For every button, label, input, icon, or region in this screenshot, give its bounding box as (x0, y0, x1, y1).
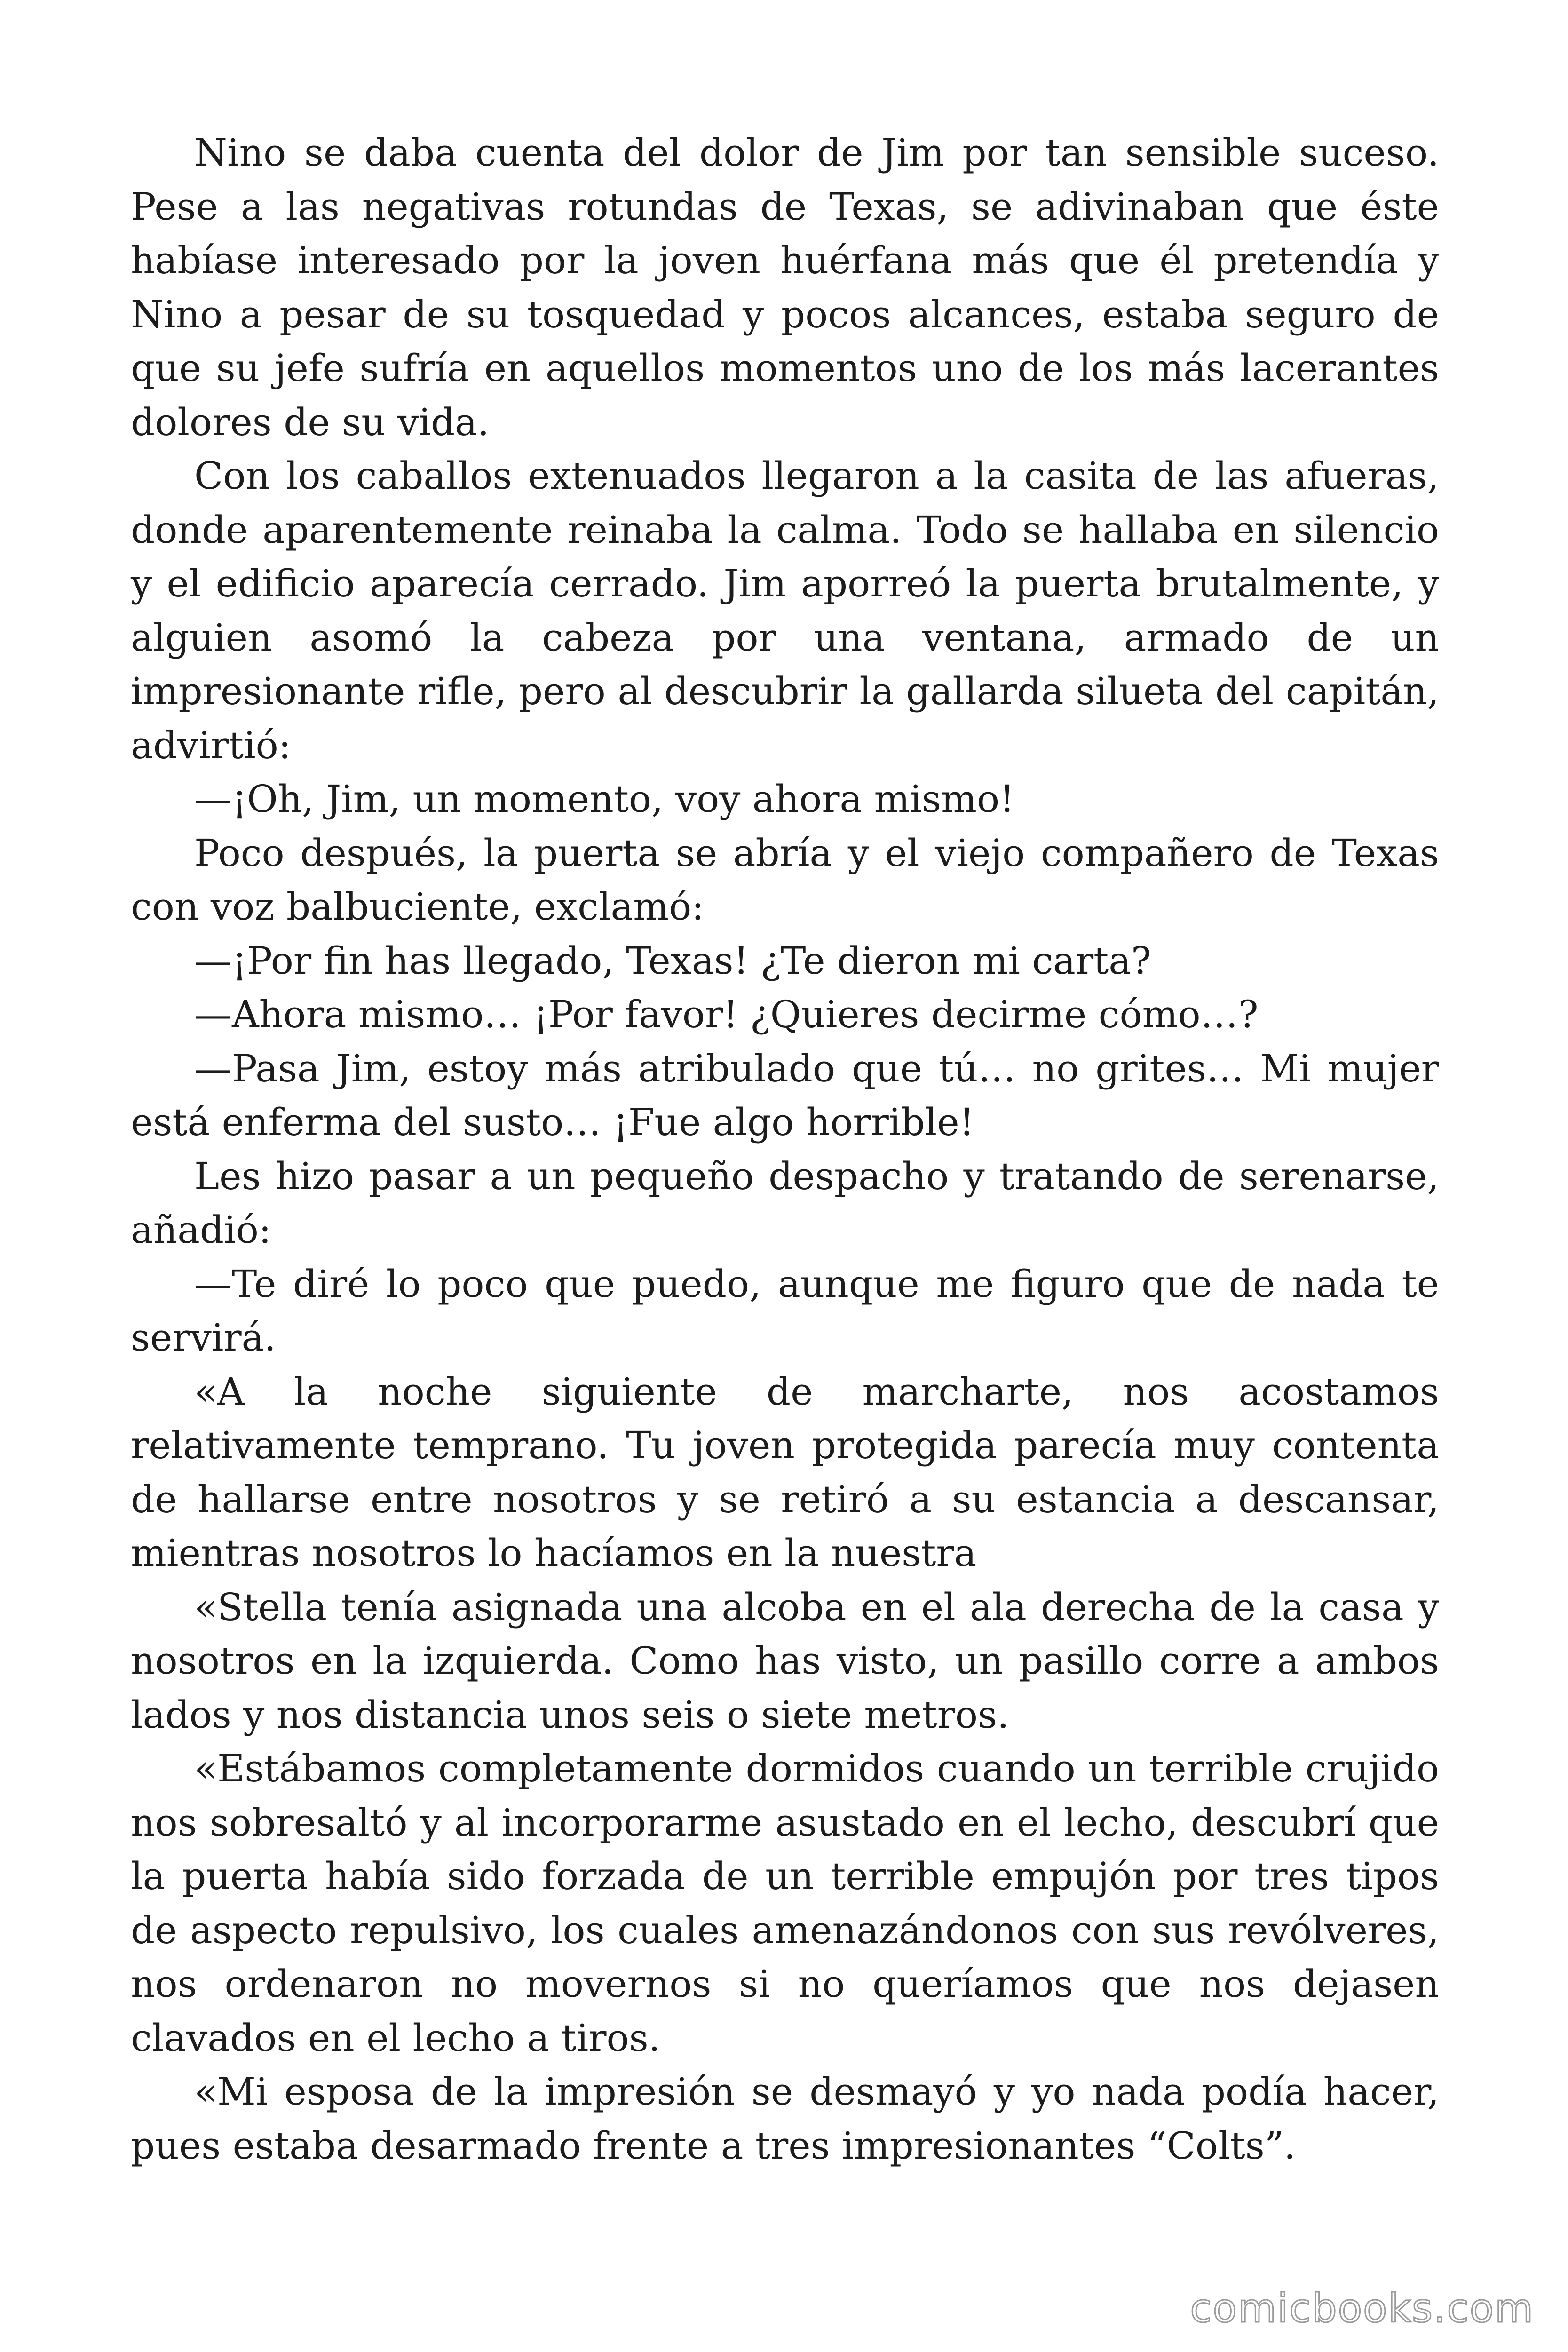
paragraph-10: «A la noche siguiente de marcharte, nos acostamos relativamente temprano. Tu joven protegida parecía muy contenta de hallarse entre nosotros y se retiró a su estancia a descansar, mientras nosotros lo hacíamos en la nuestra (131, 1369, 1439, 1575)
paragraph-13: «Mi esposa de la impresión se desmayó y yo nada podía hacer, pues estaba desarmado frente a tres impresionantes “Colts”. (131, 2070, 1439, 2168)
paragraph-11: «Stella tenía asignada una alcoba en el ala derecha de la casa y nosotros en la izquierda. Como has visto, un pasillo corre a ambos lados y nos distancia unos seis o siete metros. (131, 1585, 1439, 1737)
paragraph-2: Con los caballos extenuados llegaron a la casita de las afueras, donde aparentemente reinaba la calma. Todo se hallaba en silencio y el edificio aparecía cerrado. Jim aporreó la puerta brutalmente, y alguien asomó la cabeza por una ventana, armado de un impresionante rifle, pero al descubrir la gallarda silueta del capitán, advirtió: (131, 454, 1439, 767)
paragraph-6: —Ahora mismo… ¡Por favor! ¿Quieres decirme cómo…? (194, 993, 1259, 1036)
page-body-text (131, 126, 1439, 2173)
watermark: comicbooks.com (1190, 2285, 1534, 2331)
paragraph-12: «Estábamos completamente dormidos cuando un terrible crujido nos sobresaltó y al incorporarme asustado en el lecho, descubrí que la puerta había sido forzada de un terrible empujón por tres tipos de aspecto repulsivo, los cuales amenazándonos con sus revólveres, nos ordenaron no movernos si no queríamos que nos dejasen clavados en el lecho a tiros. (131, 1747, 1439, 2060)
paragraph-5: —¡Por fin has llegado, Texas! ¿Te dieron mi carta? (194, 938, 1151, 983)
paragraph-8: Les hizo pasar a un pequeño despacho y tratando de serenarse, añadió: (131, 1154, 1439, 1252)
paragraph-3: —¡Oh, Jim, un momento, voy ahora mismo! (194, 777, 1015, 821)
paragraph-1: Nino se daba cuenta del dolor de Jim por tan sensible suceso. Pese a las negativas rotundas de Texas, se adivinaban que éste habíase interesado por la joven huérfana más que él pretendía y Nino a pesar de su tosquedad y pocos alcances, estaba seguro de que su jefe sufría en aquellos momentos uno de los más lacerantes dolores de su vida. (131, 131, 1439, 444)
paragraph-4: Poco después, la puerta se abría y el viejo compañero de Texas con voz balbuciente, exclamó: (131, 831, 1439, 929)
paragraph-9: —Te diré lo poco que puedo, aunque me figuro que de nada te servirá. (131, 1262, 1439, 1359)
paragraph-7: —Pasa Jim, estoy más atribulado que tú… no grites… Mi mujer está enferma del susto… ¡Fue algo horrible! (131, 1046, 1439, 1144)
